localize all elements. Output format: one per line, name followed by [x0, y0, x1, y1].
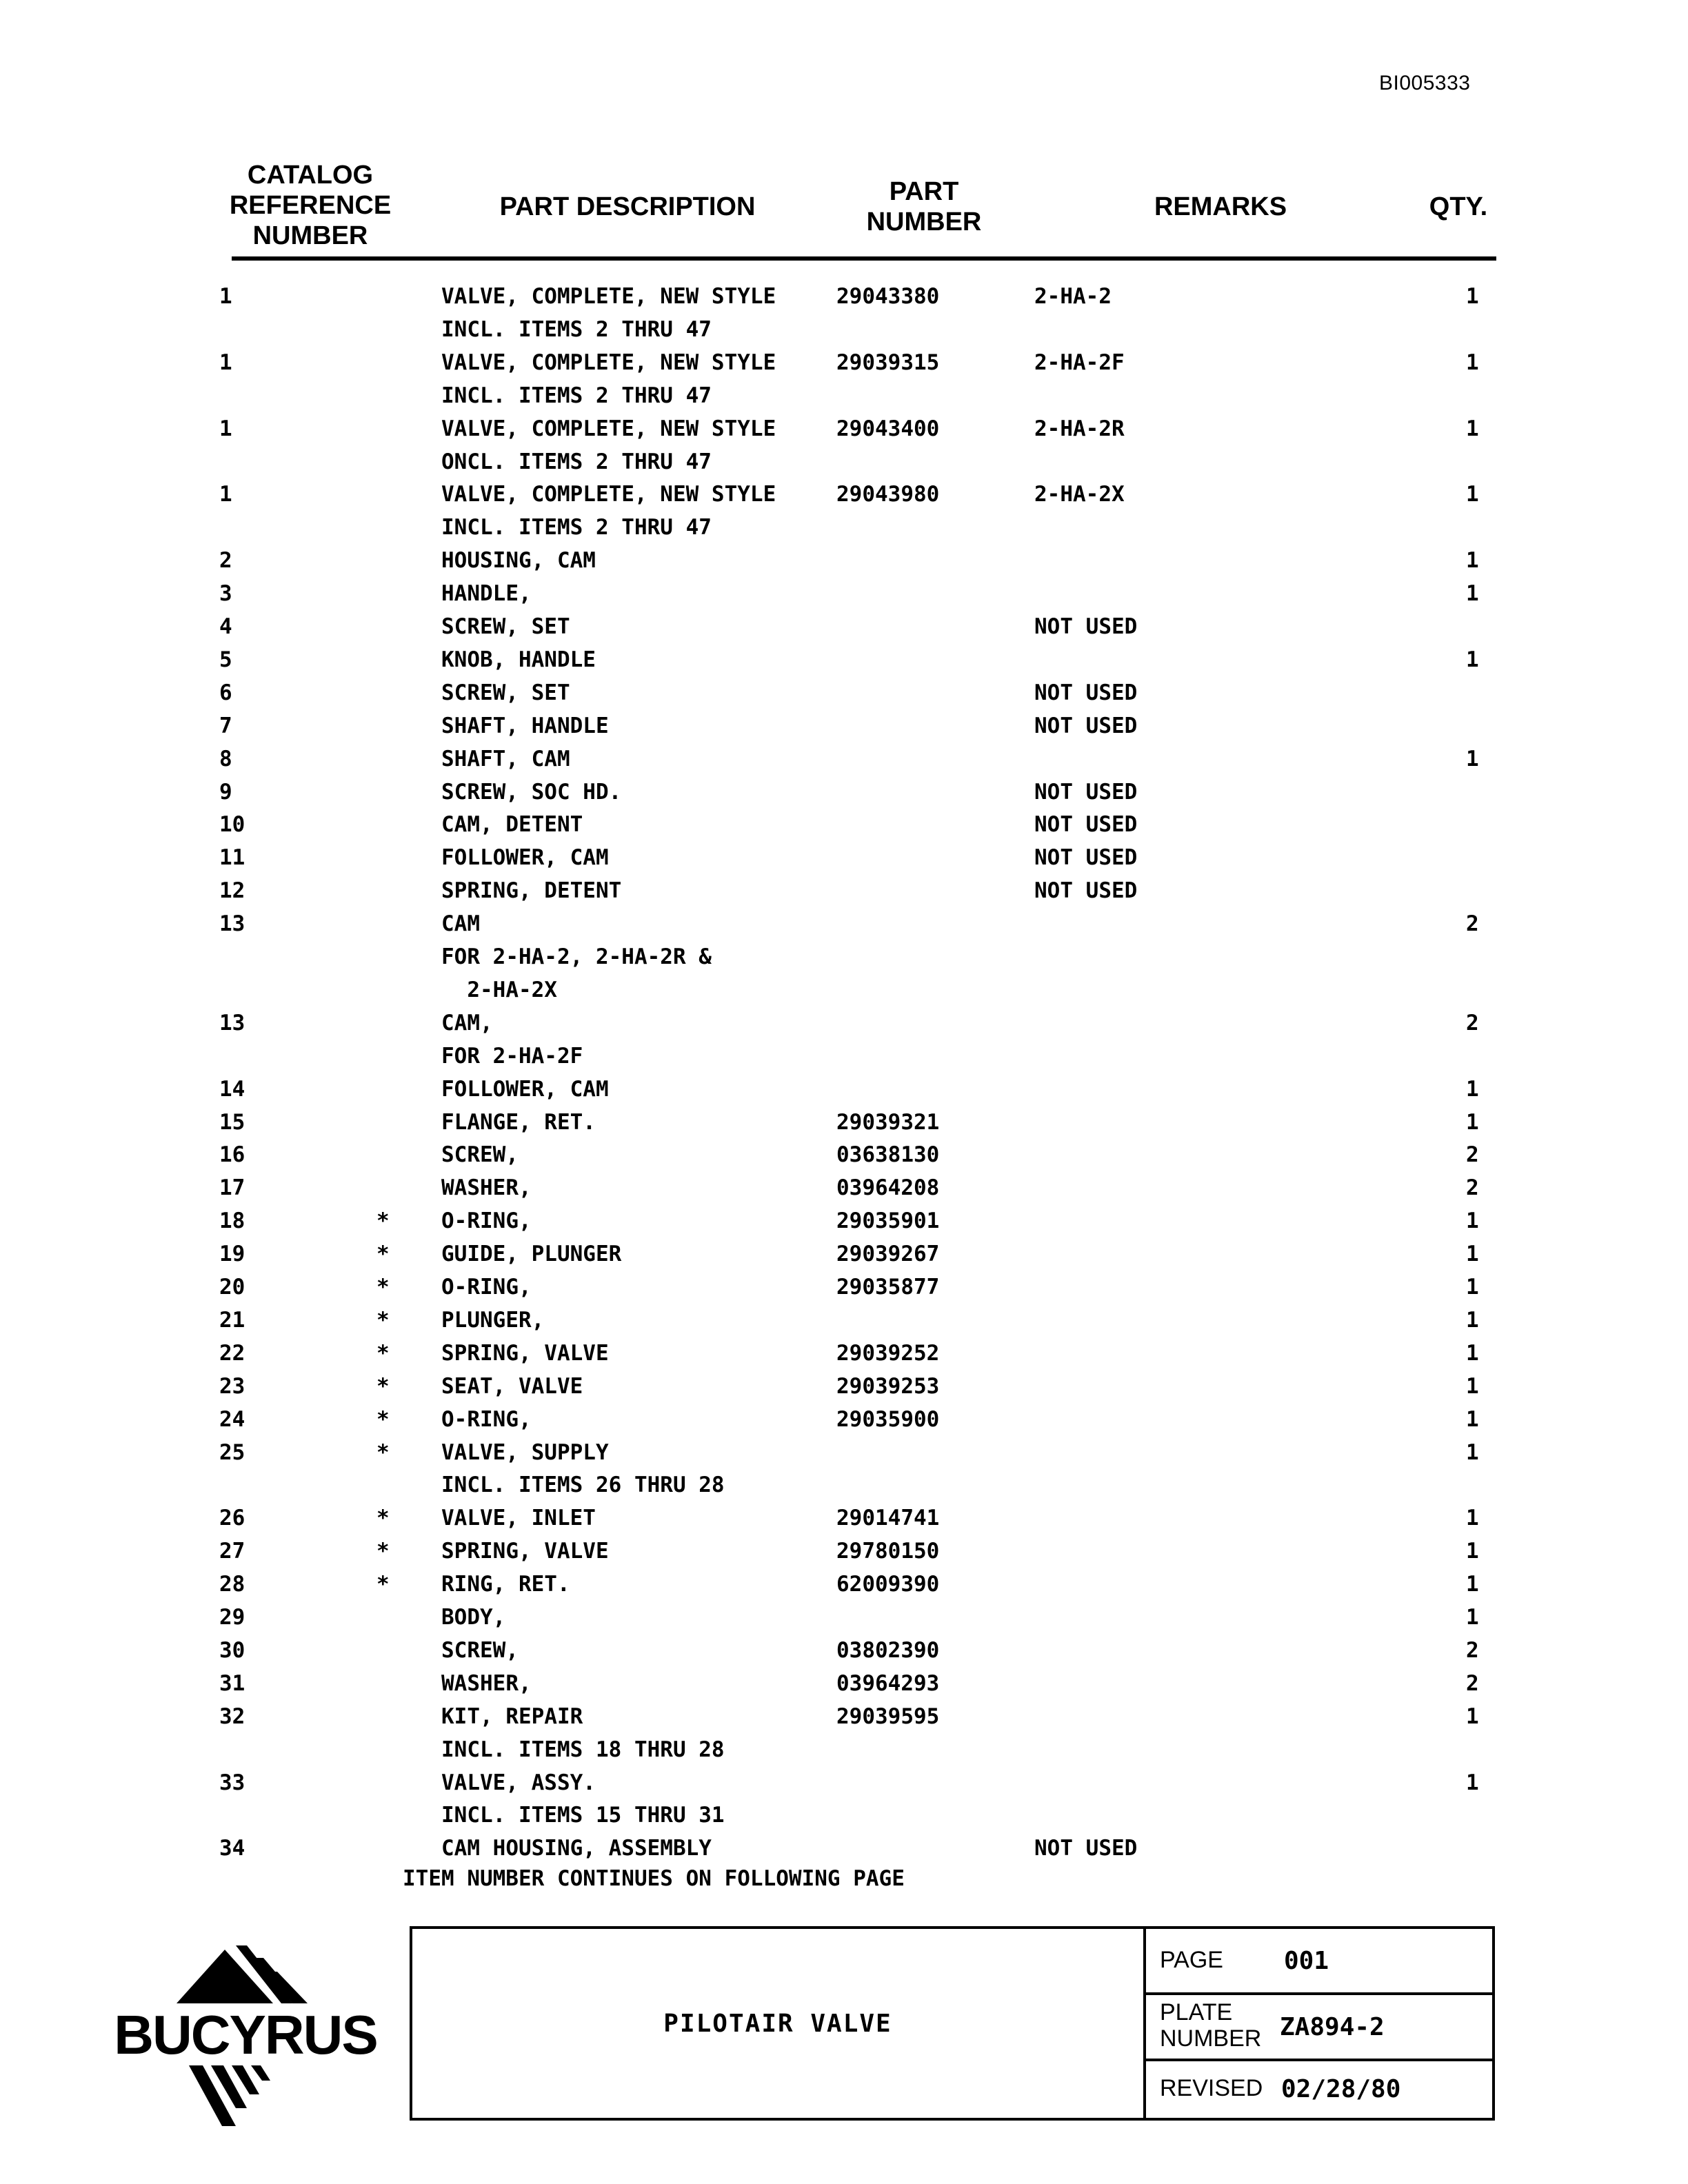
table-row: [0, 478, 1688, 511]
remarks-cell: NOT USED: [1034, 713, 1138, 738]
part-description-cell: SHAFT, HANDLE: [441, 713, 609, 738]
part-description-cell: SPRING, VALVE: [441, 1340, 609, 1366]
table-row: [0, 412, 1688, 445]
star-marker: *: [376, 1275, 390, 1300]
part-number-cell: 29039253: [836, 1373, 940, 1399]
qty-cell: 1: [1466, 647, 1479, 672]
qty-cell: 1: [1466, 1506, 1479, 1531]
table-row: [0, 1700, 1688, 1733]
part-description-cell: VALVE, ASSY.: [441, 1770, 596, 1795]
catalog-ref-cell: 25: [219, 1439, 245, 1465]
remarks-cell: NOT USED: [1034, 779, 1138, 805]
part-description-cell: VALVE, SUPPLY: [441, 1439, 609, 1465]
remarks-cell: NOT USED: [1034, 812, 1138, 838]
table-row: [0, 1237, 1688, 1271]
table-row: [0, 1106, 1688, 1139]
qty-cell: 2: [1466, 1637, 1479, 1663]
part-description-cell: SCREW, SET: [441, 614, 570, 639]
qty-cell: 1: [1466, 1572, 1479, 1597]
part-number-cell: 29035901: [836, 1209, 940, 1234]
part-description-cell: SEAT, VALVE: [441, 1373, 583, 1399]
part-number-cell: 29043380: [836, 284, 940, 309]
header-part-description: PART DESCRIPTION: [499, 192, 756, 221]
table-row: [0, 973, 1688, 1007]
part-number-cell: 29039321: [836, 1109, 940, 1135]
qty-cell: 1: [1466, 1340, 1479, 1366]
part-number-cell: 29043980: [836, 482, 940, 507]
table-row: [0, 511, 1688, 544]
table-row: [0, 1204, 1688, 1237]
table-row: [0, 776, 1688, 809]
part-number-cell: 29039252: [836, 1340, 940, 1366]
catalog-ref-cell: 19: [219, 1242, 245, 1267]
qty-cell: 1: [1466, 1242, 1479, 1267]
catalog-ref-cell: 21: [219, 1307, 245, 1333]
part-description-cell: VALVE, COMPLETE, NEW STYLE: [441, 416, 776, 441]
table-row: [0, 874, 1688, 907]
star-marker: *: [376, 1439, 390, 1465]
table-row: [0, 1667, 1688, 1700]
part-description-cell: VALVE, COMPLETE, NEW STYLE: [441, 482, 776, 507]
part-number-cell: 29043400: [836, 416, 940, 441]
plate-value: ZA894-2: [1280, 2013, 1385, 2041]
qty-cell: 2: [1466, 1670, 1479, 1696]
qty-cell: 1: [1466, 1373, 1479, 1399]
revised-value: 02/28/80: [1281, 2075, 1401, 2103]
part-description-cell: KNOB, HANDLE: [441, 647, 596, 672]
table-row: [0, 346, 1688, 379]
header-rule: [232, 256, 1496, 261]
title-block-info: [1143, 1929, 1495, 2118]
star-marker: *: [376, 1373, 390, 1399]
table-row: [0, 940, 1688, 973]
part-description-cell: SPRING, DETENT: [441, 878, 622, 904]
catalog-ref-cell: 1: [219, 284, 232, 309]
catalog-ref-cell: 20: [219, 1275, 245, 1300]
remarks-cell: NOT USED: [1034, 1836, 1138, 1861]
catalog-ref-cell: 24: [219, 1406, 245, 1432]
part-description-cell: HOUSING, CAM: [441, 548, 596, 574]
table-row: [0, 808, 1688, 841]
qty-cell: 1: [1466, 1406, 1479, 1432]
part-number-cell: 29035900: [836, 1406, 940, 1432]
table-row: [0, 1766, 1688, 1799]
table-row: [0, 643, 1688, 676]
plate-label-line: NUMBER: [1160, 2025, 1262, 2052]
star-marker: *: [376, 1242, 390, 1267]
remarks-cell: 2-HA-2R: [1034, 416, 1125, 441]
drawing-title: PILOTAIR VALVE: [663, 2009, 892, 2038]
catalog-ref-cell: 34: [219, 1836, 245, 1861]
star-marker: *: [376, 1506, 390, 1531]
header-part-number: [848, 176, 1000, 237]
part-description-cell: SCREW, SET: [441, 680, 570, 705]
qty-cell: 1: [1466, 1703, 1479, 1729]
qty-cell: 1: [1466, 1209, 1479, 1234]
table-row: [0, 544, 1688, 577]
qty-cell: 2: [1466, 1010, 1479, 1035]
part-description-cell: INCL. ITEMS 2 THRU 47: [441, 515, 712, 540]
part-description-cell: VALVE, INLET: [441, 1506, 596, 1531]
catalog-ref-cell: 31: [219, 1670, 245, 1696]
part-description-cell: SCREW, SOC HD.: [441, 779, 622, 805]
part-description-cell: VALVE, COMPLETE, NEW STYLE: [441, 350, 776, 375]
remarks-cell: 2-HA-2F: [1034, 350, 1125, 375]
table-row: [0, 1502, 1688, 1535]
table-row: [0, 709, 1688, 742]
table-row: [0, 1568, 1688, 1601]
part-description-cell: INCL. ITEMS 15 THRU 31: [441, 1803, 725, 1828]
part-description-cell: CAM,: [441, 1010, 493, 1035]
document-id: BI005333: [1379, 72, 1471, 94]
star-marker: *: [376, 1307, 390, 1333]
part-number-cell: 29039595: [836, 1703, 940, 1729]
table-row: [0, 742, 1688, 776]
title-block: [410, 1926, 1495, 2121]
header-part-number-line: PART: [889, 177, 959, 206]
part-number-cell: 29014741: [836, 1506, 940, 1531]
table-row: [0, 445, 1688, 478]
table-row: [0, 280, 1688, 313]
catalog-ref-cell: 1: [219, 416, 232, 441]
table-row: [0, 1601, 1688, 1634]
catalog-ref-cell: 15: [219, 1109, 245, 1135]
part-description-cell: FOLLOWER, CAM: [441, 845, 609, 871]
remarks-cell: NOT USED: [1034, 845, 1138, 871]
catalog-ref-cell: 13: [219, 911, 245, 937]
logo-wordmark: BUCYRUS: [114, 2004, 377, 2065]
table-row: [0, 577, 1688, 610]
bucyrus-logo: [101, 1937, 390, 2130]
table-row: [0, 1370, 1688, 1403]
plate-label: [1160, 1999, 1261, 2052]
catalog-ref-cell: 23: [219, 1373, 245, 1399]
part-description-cell: INCL. ITEMS 2 THRU 47: [441, 316, 712, 342]
table-row: [0, 1304, 1688, 1337]
remarks-cell: NOT USED: [1034, 680, 1138, 705]
qty-cell: 1: [1466, 746, 1479, 771]
catalog-ref-cell: 18: [219, 1209, 245, 1234]
header-catalog-ref: [228, 160, 393, 251]
part-description-cell: CAM: [441, 911, 480, 937]
part-number-cell: 29035877: [836, 1275, 940, 1300]
part-number-cell: 03638130: [836, 1142, 940, 1168]
star-marker: *: [376, 1406, 390, 1432]
catalog-ref-cell: 3: [219, 581, 232, 607]
page-cell: [1146, 1929, 1492, 1995]
part-description-cell: GUIDE, PLUNGER: [441, 1242, 622, 1267]
part-description-cell: SHAFT, CAM: [441, 746, 570, 771]
qty-cell: 2: [1466, 911, 1479, 937]
header-catalog-ref-line: REFERENCE: [229, 191, 392, 220]
part-number-cell: 03964208: [836, 1175, 940, 1201]
part-description-cell: FOR 2-HA-2F: [441, 1043, 583, 1069]
table-row: [0, 1337, 1688, 1370]
qty-cell: 1: [1466, 1605, 1479, 1630]
part-number-cell: 03964293: [836, 1670, 940, 1696]
star-marker: *: [376, 1209, 390, 1234]
revised-label: REVISED: [1160, 2075, 1263, 2101]
catalog-ref-cell: 27: [219, 1539, 245, 1564]
qty-cell: 1: [1466, 284, 1479, 309]
part-description-cell: SCREW,: [441, 1142, 519, 1168]
header-remarks: REMARKS: [1154, 192, 1287, 221]
header-catalog-ref-line: NUMBER: [252, 221, 368, 250]
table-row: [0, 1171, 1688, 1204]
catalog-ref-cell: 4: [219, 614, 232, 639]
catalog-ref-cell: 22: [219, 1340, 245, 1366]
catalog-ref-cell: 7: [219, 713, 232, 738]
part-description-cell: FOR 2-HA-2, 2-HA-2R &: [441, 944, 712, 969]
catalog-ref-cell: 33: [219, 1770, 245, 1795]
table-row: [0, 907, 1688, 940]
part-number-cell: 29780150: [836, 1539, 940, 1564]
table-row: [0, 1468, 1688, 1502]
catalog-ref-cell: 13: [219, 1010, 245, 1035]
catalog-ref-cell: 30: [219, 1637, 245, 1663]
part-description-cell: FOLLOWER, CAM: [441, 1076, 609, 1102]
qty-cell: 1: [1466, 1770, 1479, 1795]
catalog-ref-cell: 16: [219, 1142, 245, 1168]
revised-cell: [1146, 2059, 1492, 2118]
catalog-ref-cell: 1: [219, 482, 232, 507]
table-row: [0, 1403, 1688, 1436]
plate-cell: [1146, 1992, 1492, 2061]
part-description-cell: RING, RET.: [441, 1572, 570, 1597]
continues-note: ITEM NUMBER CONTINUES ON FOLLOWING PAGE: [403, 1866, 905, 1891]
catalog-ref-cell: 10: [219, 812, 245, 838]
remarks-cell: 2-HA-2X: [1034, 482, 1125, 507]
part-description-cell: 2-HA-2X: [441, 977, 557, 1002]
part-number-cell: 29039267: [836, 1242, 940, 1267]
part-number-cell: 62009390: [836, 1572, 940, 1597]
qty-cell: 1: [1466, 581, 1479, 607]
qty-cell: 1: [1466, 482, 1479, 507]
catalog-ref-cell: 9: [219, 779, 232, 805]
qty-cell: 1: [1466, 1275, 1479, 1300]
part-description-cell: PLUNGER,: [441, 1307, 545, 1333]
part-description-cell: INCL. ITEMS 26 THRU 28: [441, 1473, 725, 1498]
table-row: [0, 1634, 1688, 1667]
catalog-ref-cell: 11: [219, 845, 245, 871]
star-marker: *: [376, 1539, 390, 1564]
table-row: [0, 676, 1688, 709]
catalog-ref-cell: 12: [219, 878, 245, 904]
table-row: [0, 1535, 1688, 1568]
catalog-ref-cell: 1: [219, 350, 232, 375]
part-description-cell: KIT, REPAIR: [441, 1703, 583, 1729]
table-row: [0, 1073, 1688, 1106]
qty-cell: 1: [1466, 416, 1479, 441]
table-row: [0, 1271, 1688, 1304]
qty-cell: 1: [1466, 350, 1479, 375]
part-number-cell: 03802390: [836, 1637, 940, 1663]
table-row: [0, 313, 1688, 346]
catalog-ref-cell: 26: [219, 1506, 245, 1531]
catalog-ref-cell: 2: [219, 548, 232, 574]
catalog-ref-cell: 14: [219, 1076, 245, 1102]
header-qty: QTY.: [1429, 192, 1488, 221]
catalog-ref-cell: 17: [219, 1175, 245, 1201]
part-description-cell: O-RING,: [441, 1209, 532, 1234]
part-description-cell: WASHER,: [441, 1670, 532, 1696]
part-number-cell: 29039315: [836, 350, 940, 375]
remarks-cell: 2-HA-2: [1034, 284, 1112, 309]
catalog-ref-cell: 5: [219, 647, 232, 672]
star-marker: *: [376, 1572, 390, 1597]
table-row: [0, 1040, 1688, 1073]
qty-cell: 1: [1466, 1439, 1479, 1465]
qty-cell: 2: [1466, 1175, 1479, 1201]
plate-label-line: PLATE: [1160, 1999, 1233, 2025]
qty-cell: 1: [1466, 1539, 1479, 1564]
qty-cell: 1: [1466, 1307, 1479, 1333]
part-description-cell: WASHER,: [441, 1175, 532, 1201]
table-row: [0, 1832, 1688, 1865]
part-description-cell: SCREW,: [441, 1637, 519, 1663]
part-description-cell: FLANGE, RET.: [441, 1109, 596, 1135]
page-value: 001: [1284, 1947, 1329, 1975]
part-description-cell: CAM, DETENT: [441, 812, 583, 838]
part-description-cell: INCL. ITEMS 2 THRU 47: [441, 383, 712, 408]
catalog-ref-cell: 6: [219, 680, 232, 705]
table-row: [0, 1436, 1688, 1469]
catalog-ref-cell: 8: [219, 746, 232, 771]
table-row: [0, 1799, 1688, 1832]
catalog-ref-cell: 29: [219, 1605, 245, 1630]
table-row: [0, 841, 1688, 874]
table-row: [0, 610, 1688, 643]
table-row: [0, 1007, 1688, 1040]
header-catalog-ref-line: CATALOG: [247, 161, 374, 190]
part-description-cell: O-RING,: [441, 1406, 532, 1432]
remarks-cell: NOT USED: [1034, 878, 1138, 904]
part-description-cell: BODY,: [441, 1605, 506, 1630]
table-row: [0, 1138, 1688, 1171]
part-description-cell: VALVE, COMPLETE, NEW STYLE: [441, 284, 776, 309]
part-description-cell: O-RING,: [441, 1275, 532, 1300]
table-row: [0, 379, 1688, 412]
remarks-cell: NOT USED: [1034, 614, 1138, 639]
part-description-cell: ONCL. ITEMS 2 THRU 47: [441, 449, 712, 474]
part-description-cell: INCL. ITEMS 18 THRU 28: [441, 1737, 725, 1762]
catalog-ref-cell: 32: [219, 1703, 245, 1729]
qty-cell: 1: [1466, 548, 1479, 574]
header-part-number-line: NUMBER: [866, 208, 982, 236]
qty-cell: 2: [1466, 1142, 1479, 1168]
star-marker: *: [376, 1340, 390, 1366]
qty-cell: 1: [1466, 1076, 1479, 1102]
part-description-cell: HANDLE,: [441, 581, 532, 607]
qty-cell: 1: [1466, 1109, 1479, 1135]
page-label: PAGE: [1160, 1947, 1223, 1973]
catalog-ref-cell: 28: [219, 1572, 245, 1597]
part-description-cell: SPRING, VALVE: [441, 1539, 609, 1564]
part-description-cell: CAM HOUSING, ASSEMBLY: [441, 1836, 712, 1861]
table-row: [0, 1733, 1688, 1766]
